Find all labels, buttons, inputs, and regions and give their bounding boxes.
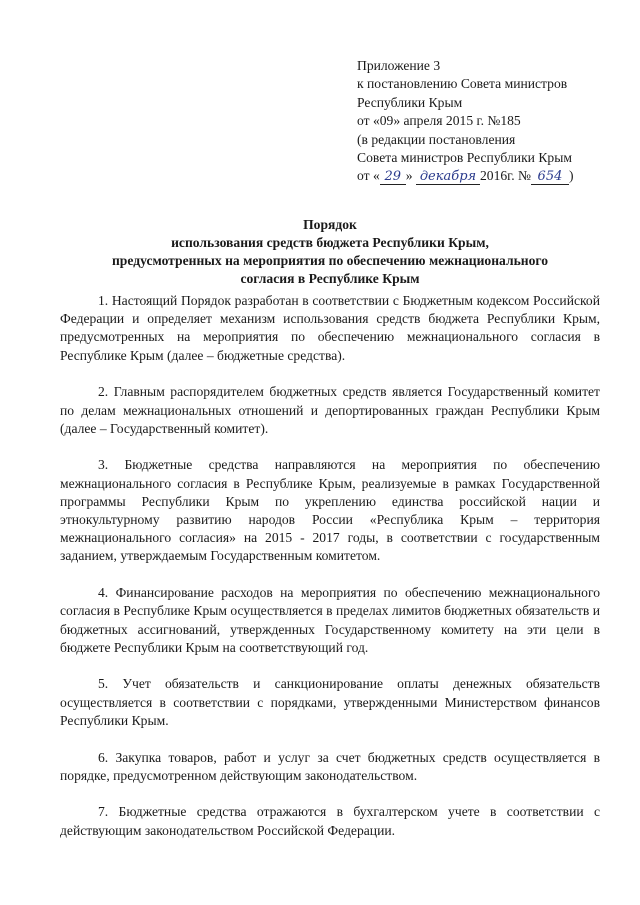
paragraph-5: 5. Учет обязательств и санкционирование оплаты денежных обязательств осуществляется в соответствии с порядками, утвержденными Министерством финансов Республики Крым.	[60, 676, 600, 728]
appendix-line-5: (в редакции постановления	[357, 131, 516, 147]
appendix-line-1: Приложение 3	[357, 58, 441, 73]
title-line-2: использования средств бюджета Республики Крым,	[171, 235, 489, 250]
paragraph-3: 3. Бюджетные средства направляются на мероприятия по обеспечению межнационального согласия в Республике Крым, реализуемые в рамках Государственной программы Республики Крым по укреплению единства российской нации и этнокультурному развитию народов России «Республика Крым – территория межнационального согласия» на 2015 - 2017 годы, в соответствии с государственным заданием, утверждаемым Государственным комитетом.	[60, 457, 600, 564]
paragraph-1: 1. Настоящий Порядок разработан в соответствии с Бюджетным кодексом Российской Федерации и определяет механизм использования средств бюджета Республики Крым, предусмотренных на мероприятия по обеспечению межнационального согласия в Республике Крым (далее – бюджетные средства).	[60, 293, 600, 363]
title-line-4: согласия в Республике Крым	[240, 271, 420, 286]
appendix-line-6: Совета министров Республики Крым	[357, 150, 572, 166]
handwritten-day: 29	[380, 170, 406, 185]
date-year: 2016г. №	[479, 168, 531, 184]
title-line-3: предусмотренных на мероприятия по обеспечению межнационального	[111, 253, 549, 268]
paragraph-2: 2. Главным распорядителем бюджетных средств является Государственный комитет по делам межнациональных отношений и депортированных граждан Республики Крым (далее – Государственный комитет).	[60, 384, 600, 436]
handwritten-number: 654	[531, 170, 569, 185]
paragraph-4: 4. Финансирование расходов на мероприятия по обеспечению межнационального согласия в Республике Крым осуществляется в пределах лимитов бюджетных обязательств и бюджетных ассигнований, утвержденных Государственному комитету на эти цели в бюджете Республики Крым на соответствующий год.	[60, 585, 600, 655]
handwritten-month: декабря	[416, 170, 480, 185]
appendix-line-4: от «09» апреля 2015 г. №185	[357, 113, 521, 129]
appendix-line-3: Республики Крым	[357, 94, 463, 110]
paragraph-6: 6. Закупка товаров, работ и услуг за счет бюджетных средств осуществляется в порядке, предусмотренном действующим законодательством.	[60, 749, 600, 783]
title-line-1: Порядок	[303, 217, 357, 232]
appendix-line-2: к постановлению Совета министров	[357, 76, 568, 92]
appendix-line-7	[357, 167, 627, 185]
date-prefix: от «	[357, 168, 380, 184]
document-title	[40, 216, 620, 288]
document-body	[60, 292, 600, 858]
date-mid: »	[405, 168, 416, 184]
appendix-header	[357, 57, 627, 186]
date-suffix: )	[568, 168, 574, 184]
paragraph-7: 7. Бюджетные средства отражаются в бухгалтерском учете в соответствии с действующим законодательством Российской Федерации.	[60, 804, 600, 838]
